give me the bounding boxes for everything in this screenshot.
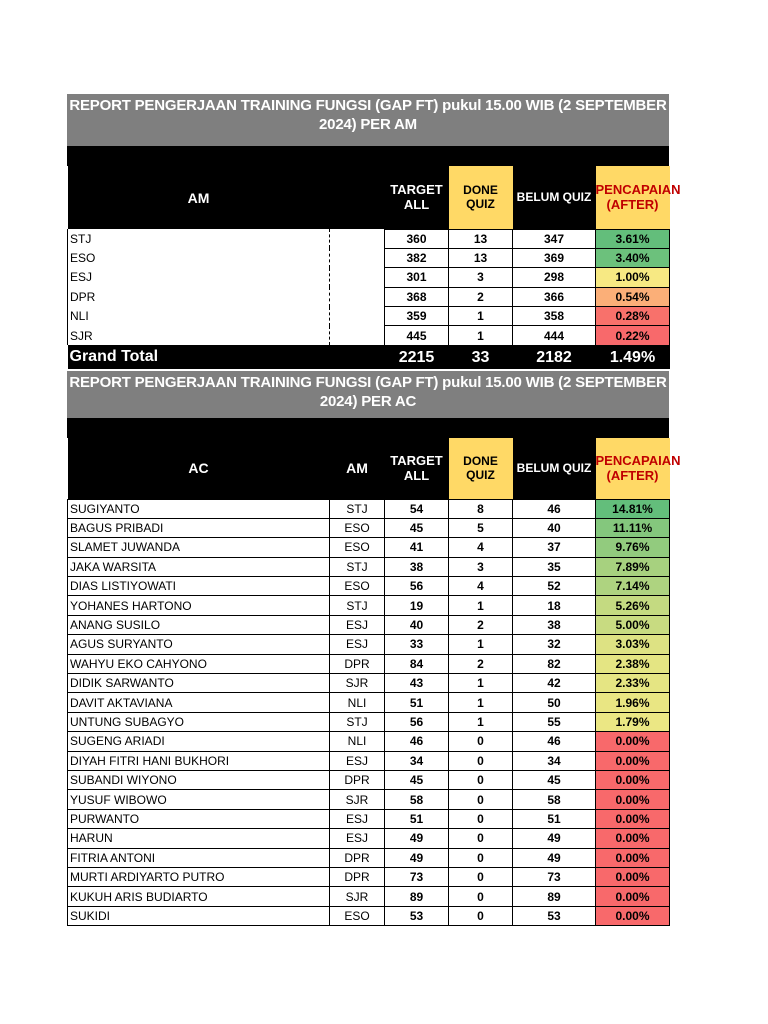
report-am-header-band bbox=[67, 146, 669, 166]
ac-pct-cell: 0.00% bbox=[596, 809, 670, 828]
belum-cell: 369 bbox=[513, 248, 596, 267]
ac-target-cell: 89 bbox=[385, 887, 449, 906]
ac-name-cell: SUGIYANTO bbox=[68, 499, 330, 518]
belum-cell: 298 bbox=[513, 268, 596, 287]
ac-am-cell: ESO bbox=[330, 538, 385, 557]
ac-name-cell: SLAMET JUWANDA bbox=[68, 538, 330, 557]
am-blank-cell bbox=[330, 287, 385, 306]
ac-pct-cell: 0.00% bbox=[596, 732, 670, 751]
done-quiz-column-header: DONE QUIZ bbox=[449, 166, 513, 229]
ac-name-cell: SUGENG ARIADI bbox=[68, 732, 330, 751]
table-row bbox=[68, 732, 670, 751]
ac-belum-quiz-column-header: BELUM QUIZ bbox=[513, 438, 596, 499]
ac-target-cell: 19 bbox=[385, 596, 449, 615]
table-row bbox=[68, 848, 670, 867]
table-row bbox=[68, 867, 670, 886]
done-cell: 1 bbox=[449, 326, 513, 345]
ac-done-cell: 0 bbox=[449, 829, 513, 848]
ac-name-cell: PURWANTO bbox=[68, 809, 330, 828]
ac-pct-cell: 3.03% bbox=[596, 635, 670, 654]
ac-pct-cell: 0.00% bbox=[596, 751, 670, 770]
ac-name-cell: JAKA WARSITA bbox=[68, 557, 330, 576]
ac-name-cell: DIDIK SARWANTO bbox=[68, 674, 330, 693]
ac-am-cell: SJR bbox=[330, 674, 385, 693]
ac-name-cell: AGUS SURYANTO bbox=[68, 635, 330, 654]
ac-am-cell: ESO bbox=[330, 577, 385, 596]
pct-cell: 1.00% bbox=[596, 268, 670, 287]
table-row bbox=[68, 751, 670, 770]
grand-total-done: 33 bbox=[449, 345, 513, 369]
ac-done-quiz-column-header: DONE QUIZ bbox=[449, 438, 513, 499]
table-row bbox=[68, 770, 670, 789]
ac-target-cell: 33 bbox=[385, 635, 449, 654]
ac-done-cell: 0 bbox=[449, 887, 513, 906]
table-row bbox=[68, 577, 670, 596]
ac-target-cell: 54 bbox=[385, 499, 449, 518]
ac-name-cell: DIYAH FITRI HANI BUKHORI bbox=[68, 751, 330, 770]
ac-target-cell: 45 bbox=[385, 518, 449, 537]
ac-target-cell: 34 bbox=[385, 751, 449, 770]
ac-done-cell: 1 bbox=[449, 712, 513, 731]
grand-total-pct: 1.49% bbox=[596, 345, 670, 369]
ac-done-cell: 3 bbox=[449, 557, 513, 576]
ac-name-cell: YOHANES HARTONO bbox=[68, 596, 330, 615]
ac-name-cell: DAVIT AKTAVIANA bbox=[68, 693, 330, 712]
ac-done-cell: 8 bbox=[449, 499, 513, 518]
ac-am-cell: DPR bbox=[330, 654, 385, 673]
report-am-title: REPORT PENGERJAAN TRAINING FUNGSI (GAP FT) pukul 15.00 WIB (2 SEPTEMBER 2024) PER AM bbox=[67, 94, 669, 146]
ac-target-cell: 49 bbox=[385, 829, 449, 848]
ac-belum-cell: 46 bbox=[513, 499, 596, 518]
ac-belum-cell: 38 bbox=[513, 615, 596, 634]
ac-target-cell: 58 bbox=[385, 790, 449, 809]
ac-name-cell: SUBANDI WIYONO bbox=[68, 770, 330, 789]
ac-am-cell: DPR bbox=[330, 848, 385, 867]
ac-pct-cell: 0.00% bbox=[596, 770, 670, 789]
ac-name-cell: UNTUNG SUBAGYO bbox=[68, 712, 330, 731]
ac-am-cell: STJ bbox=[330, 557, 385, 576]
ac-belum-cell: 35 bbox=[513, 557, 596, 576]
pct-cell: 0.54% bbox=[596, 287, 670, 306]
ac-belum-cell: 82 bbox=[513, 654, 596, 673]
target-cell: 301 bbox=[385, 268, 449, 287]
ac-target-cell: 84 bbox=[385, 654, 449, 673]
done-cell: 2 bbox=[449, 287, 513, 306]
ac-belum-cell: 32 bbox=[513, 635, 596, 654]
table-row bbox=[68, 693, 670, 712]
ac-am-cell: ESJ bbox=[330, 635, 385, 654]
ac-target-cell: 73 bbox=[385, 867, 449, 886]
table-row bbox=[68, 248, 670, 267]
table-row bbox=[68, 635, 670, 654]
ac-target-column-header: TARGET ALL bbox=[385, 438, 449, 499]
ac-target-cell: 49 bbox=[385, 848, 449, 867]
ac-am-cell: ESO bbox=[330, 906, 385, 925]
am-cell: SJR bbox=[68, 326, 330, 345]
ac-pencapaian-column-header: PENCAPAIAN (AFTER) bbox=[596, 438, 670, 499]
ac-belum-cell: 52 bbox=[513, 577, 596, 596]
ac-target-cell: 40 bbox=[385, 615, 449, 634]
target-cell: 360 bbox=[385, 229, 449, 248]
ac-name-cell: KUKUH ARIS BUDIARTO bbox=[68, 887, 330, 906]
target-column-header: TARGET ALL bbox=[385, 166, 449, 229]
ac-target-cell: 53 bbox=[385, 906, 449, 925]
ac-name-cell: ANANG SUSILO bbox=[68, 615, 330, 634]
ac-am-cell: SJR bbox=[330, 887, 385, 906]
ac-pct-cell: 0.00% bbox=[596, 848, 670, 867]
ac-done-cell: 1 bbox=[449, 635, 513, 654]
table-row bbox=[68, 287, 670, 306]
ac-name-cell: HARUN bbox=[68, 829, 330, 848]
ac-done-cell: 1 bbox=[449, 693, 513, 712]
ac-belum-cell: 49 bbox=[513, 829, 596, 848]
table-row bbox=[68, 809, 670, 828]
pct-cell: 3.61% bbox=[596, 229, 670, 248]
ac-am-column-header: AM bbox=[330, 438, 385, 499]
report-ac-title: REPORT PENGERJAAN TRAINING FUNGSI (GAP FT) pukul 15.00 WIB (2 SEPTEMBER 2024) PER AC bbox=[67, 371, 669, 418]
ac-belum-cell: 58 bbox=[513, 790, 596, 809]
ac-done-cell: 0 bbox=[449, 770, 513, 789]
ac-done-cell: 0 bbox=[449, 867, 513, 886]
ac-belum-cell: 53 bbox=[513, 906, 596, 925]
ac-target-cell: 46 bbox=[385, 732, 449, 751]
ac-pct-cell: 7.14% bbox=[596, 577, 670, 596]
ac-name-cell: BAGUS PRIBADI bbox=[68, 518, 330, 537]
ac-am-cell: SJR bbox=[330, 790, 385, 809]
ac-belum-cell: 50 bbox=[513, 693, 596, 712]
ac-target-cell: 56 bbox=[385, 577, 449, 596]
am-cell: STJ bbox=[68, 229, 330, 248]
am-blank-cell bbox=[330, 307, 385, 326]
ac-am-cell: ESO bbox=[330, 518, 385, 537]
belum-quiz-column-header: BELUM QUIZ bbox=[513, 166, 596, 229]
am-cell: ESJ bbox=[68, 268, 330, 287]
table-row bbox=[68, 518, 670, 537]
done-cell: 13 bbox=[449, 248, 513, 267]
table-row bbox=[68, 326, 670, 345]
table-row bbox=[68, 712, 670, 731]
am-cell: NLI bbox=[68, 307, 330, 326]
ac-am-cell: NLI bbox=[330, 693, 385, 712]
ac-target-cell: 38 bbox=[385, 557, 449, 576]
ac-name-cell: DIAS LISTIYOWATI bbox=[68, 577, 330, 596]
ac-pct-cell: 0.00% bbox=[596, 867, 670, 886]
done-cell: 3 bbox=[449, 268, 513, 287]
ac-done-cell: 1 bbox=[449, 674, 513, 693]
ac-target-cell: 43 bbox=[385, 674, 449, 693]
grand-total-row bbox=[68, 345, 670, 369]
ac-target-cell: 45 bbox=[385, 770, 449, 789]
table-row bbox=[68, 790, 670, 809]
am-spacer-header bbox=[330, 166, 385, 229]
ac-belum-cell: 34 bbox=[513, 751, 596, 770]
ac-pct-cell: 2.38% bbox=[596, 654, 670, 673]
grand-total-target: 2215 bbox=[385, 345, 449, 369]
report-ac-header-band bbox=[67, 418, 669, 438]
am-column-header: AM bbox=[68, 166, 330, 229]
ac-done-cell: 0 bbox=[449, 809, 513, 828]
ac-done-cell: 2 bbox=[449, 615, 513, 634]
ac-target-cell: 56 bbox=[385, 712, 449, 731]
ac-belum-cell: 40 bbox=[513, 518, 596, 537]
table-row bbox=[68, 615, 670, 634]
belum-cell: 444 bbox=[513, 326, 596, 345]
ac-belum-cell: 46 bbox=[513, 732, 596, 751]
table-row bbox=[68, 674, 670, 693]
ac-done-cell: 0 bbox=[449, 848, 513, 867]
ac-am-cell: ESJ bbox=[330, 829, 385, 848]
target-cell: 359 bbox=[385, 307, 449, 326]
am-blank-cell bbox=[330, 268, 385, 287]
ac-pct-cell: 1.79% bbox=[596, 712, 670, 731]
ac-done-cell: 0 bbox=[449, 751, 513, 770]
done-cell: 13 bbox=[449, 229, 513, 248]
target-cell: 445 bbox=[385, 326, 449, 345]
ac-done-cell: 4 bbox=[449, 577, 513, 596]
ac-belum-cell: 51 bbox=[513, 809, 596, 828]
report-ac-table bbox=[67, 438, 681, 926]
ac-belum-cell: 89 bbox=[513, 887, 596, 906]
report-am-table bbox=[67, 166, 681, 369]
ac-am-cell: STJ bbox=[330, 596, 385, 615]
target-cell: 368 bbox=[385, 287, 449, 306]
ac-am-cell: ESJ bbox=[330, 809, 385, 828]
ac-target-cell: 51 bbox=[385, 809, 449, 828]
ac-pct-cell: 7.89% bbox=[596, 557, 670, 576]
ac-am-cell: STJ bbox=[330, 712, 385, 731]
table-row bbox=[68, 307, 670, 326]
belum-cell: 358 bbox=[513, 307, 596, 326]
ac-name-cell: MURTI ARDIYARTO PUTRO bbox=[68, 867, 330, 886]
ac-target-cell: 41 bbox=[385, 538, 449, 557]
pct-cell: 0.28% bbox=[596, 307, 670, 326]
ac-done-cell: 2 bbox=[449, 654, 513, 673]
table-row bbox=[68, 538, 670, 557]
ac-name-cell: FITRIA ANTONI bbox=[68, 848, 330, 867]
ac-done-cell: 5 bbox=[449, 518, 513, 537]
am-blank-cell bbox=[330, 326, 385, 345]
belum-cell: 366 bbox=[513, 287, 596, 306]
table-row bbox=[68, 229, 670, 248]
target-cell: 382 bbox=[385, 248, 449, 267]
am-cell: DPR bbox=[68, 287, 330, 306]
ac-name-cell: SUKIDI bbox=[68, 906, 330, 925]
table-row bbox=[68, 557, 670, 576]
ac-pct-cell: 5.00% bbox=[596, 615, 670, 634]
pct-cell: 3.40% bbox=[596, 248, 670, 267]
ac-belum-cell: 73 bbox=[513, 867, 596, 886]
ac-am-cell: NLI bbox=[330, 732, 385, 751]
ac-am-cell: ESJ bbox=[330, 615, 385, 634]
ac-belum-cell: 42 bbox=[513, 674, 596, 693]
ac-pct-cell: 5.26% bbox=[596, 596, 670, 615]
ac-done-cell: 0 bbox=[449, 732, 513, 751]
belum-cell: 347 bbox=[513, 229, 596, 248]
ac-am-cell: DPR bbox=[330, 867, 385, 886]
ac-am-cell: STJ bbox=[330, 499, 385, 518]
ac-belum-cell: 37 bbox=[513, 538, 596, 557]
ac-belum-cell: 49 bbox=[513, 848, 596, 867]
ac-pct-cell: 9.76% bbox=[596, 538, 670, 557]
table-row bbox=[68, 829, 670, 848]
grand-total-belum: 2182 bbox=[513, 345, 596, 369]
pct-cell: 0.22% bbox=[596, 326, 670, 345]
table-row bbox=[68, 499, 670, 518]
ac-done-cell: 0 bbox=[449, 906, 513, 925]
ac-pct-cell: 11.11% bbox=[596, 518, 670, 537]
ac-am-cell: ESJ bbox=[330, 751, 385, 770]
grand-total-spacer bbox=[330, 345, 385, 369]
table-row bbox=[68, 906, 670, 925]
pencapaian-column-header: PENCAPAIAN (AFTER) bbox=[596, 166, 670, 229]
ac-pct-cell: 0.00% bbox=[596, 829, 670, 848]
grand-total-label: Grand Total bbox=[68, 345, 330, 369]
am-blank-cell bbox=[330, 248, 385, 267]
am-blank-cell bbox=[330, 229, 385, 248]
ac-pct-cell: 2.33% bbox=[596, 674, 670, 693]
ac-name-cell: YUSUF WIBOWO bbox=[68, 790, 330, 809]
ac-pct-cell: 1.96% bbox=[596, 693, 670, 712]
table-row bbox=[68, 596, 670, 615]
ac-pct-cell: 0.00% bbox=[596, 906, 670, 925]
ac-pct-cell: 0.00% bbox=[596, 790, 670, 809]
ac-belum-cell: 18 bbox=[513, 596, 596, 615]
table-row bbox=[68, 887, 670, 906]
am-cell: ESO bbox=[68, 248, 330, 267]
ac-done-cell: 0 bbox=[449, 790, 513, 809]
table-row bbox=[68, 268, 670, 287]
ac-pct-cell: 14.81% bbox=[596, 499, 670, 518]
ac-name-cell: WAHYU EKO CAHYONO bbox=[68, 654, 330, 673]
table-row bbox=[68, 654, 670, 673]
ac-am-cell: DPR bbox=[330, 770, 385, 789]
ac-belum-cell: 45 bbox=[513, 770, 596, 789]
ac-done-cell: 1 bbox=[449, 596, 513, 615]
ac-done-cell: 4 bbox=[449, 538, 513, 557]
done-cell: 1 bbox=[449, 307, 513, 326]
ac-pct-cell: 0.00% bbox=[596, 887, 670, 906]
ac-target-cell: 51 bbox=[385, 693, 449, 712]
ac-column-header: AC bbox=[68, 438, 330, 499]
ac-belum-cell: 55 bbox=[513, 712, 596, 731]
